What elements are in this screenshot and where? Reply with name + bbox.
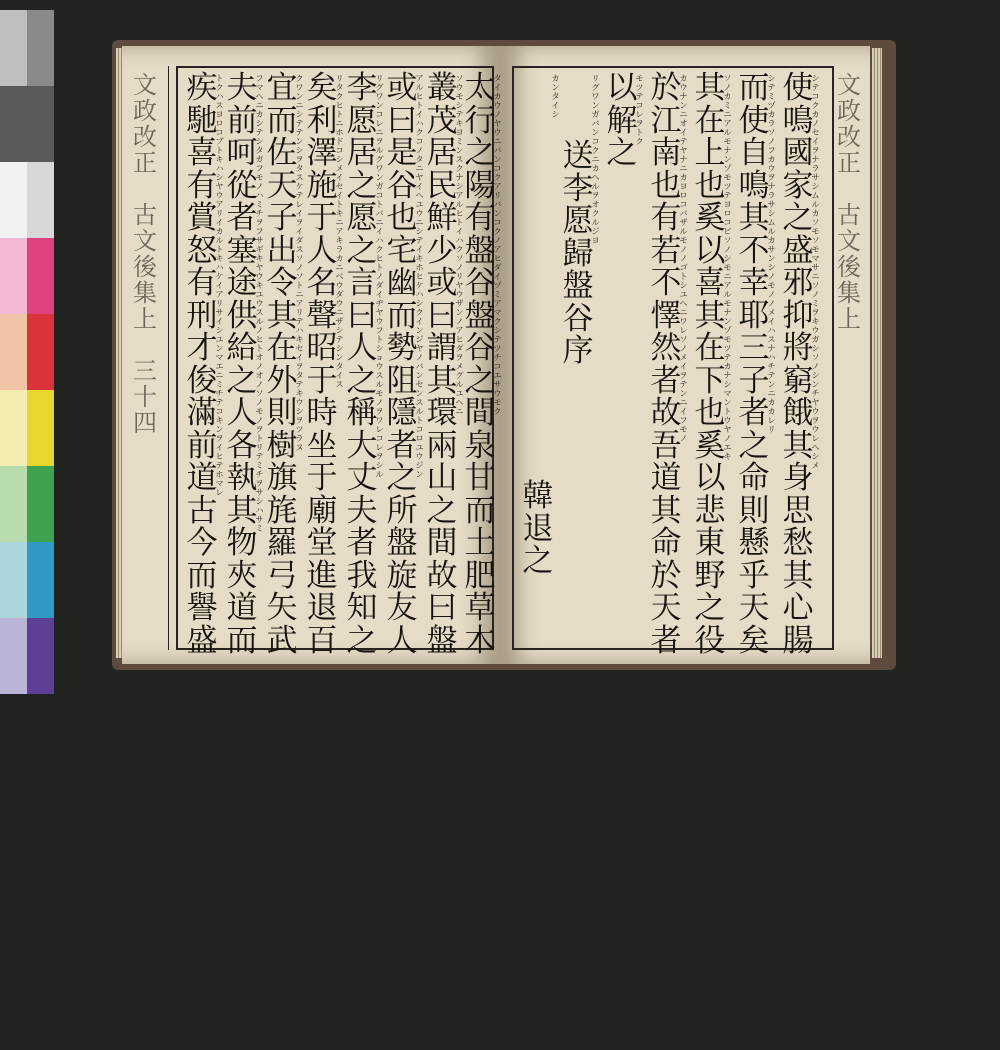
calibration-swatch — [0, 466, 27, 542]
calibration-swatch — [0, 618, 27, 694]
header-char: 後 — [837, 253, 861, 281]
furigana-column: ソ ウ モ シ テ キ ヨ ミ ン ス ク ナ シ ア ル ヒ ト イ ハ ク ソ ノ リ ヤ ウ ザ ン ノ ア ヒ ダ ヲ メ グ ル ユ ヘ ニ — [455, 74, 464, 416]
calibration-swatch — [27, 86, 54, 162]
header-char — [837, 176, 861, 202]
furigana-column: ア ル ヒ ト イ ハ ク コ ノ タ ニ ヤ イ ヘ ユ ウ ニ シ テ イ キ ホ ヒ ケ ハ シ ク イ ン ジ ヤ ノ バ ン セ ン ス ル ト コ ロ ユ ウ ジ ン — [415, 74, 424, 479]
text-column: 使 鳴 國 家 之 盛 邪 抑 將 窮 餓 其 身 思 愁 其 心 腸 — [782, 70, 814, 659]
header-char: 改 — [837, 123, 861, 151]
calibration-swatch — [0, 86, 27, 162]
header-char: 上 — [837, 305, 861, 333]
text-column: 而 使 自 鳴 其 不 幸 耶 三 子 者 之 命 則 懸 乎 天 矣 — [738, 70, 770, 659]
text-column: 送 李 愿 歸 盤 谷 序 — [562, 138, 594, 369]
header-char: 集 — [133, 279, 157, 307]
header-char: 文 — [133, 227, 157, 255]
header-char — [133, 176, 157, 202]
text-column: 於 江 南 也 有 若 不 懌 然 者 故 吾 道 其 命 於 天 者 — [650, 70, 682, 659]
text-column: 其 在 上 也 奚 以 喜 其 在 下 也 奚 以 悲 東 野 之 役 — [694, 70, 726, 659]
right-page-header — [832, 72, 866, 332]
text-column: 矣 利 澤 施 于 人 名 聲 昭 于 時 坐 于 廟 堂 進 退 百 — [306, 70, 338, 659]
text-column: 李 愿 居 之 愿 之 言 曰 人 之 稱 大 丈 夫 者 我 知 之 — [346, 70, 378, 659]
header-char: 正 — [837, 149, 861, 177]
header-char: 改 — [133, 123, 157, 151]
header-char: 後 — [133, 253, 157, 281]
text-column: 叢 茂 居 民 鮮 少 或 曰 謂 其 環 兩 山 之 間 故 曰 盤 — [426, 70, 458, 659]
text-column: 以 解 之 — [606, 70, 638, 171]
header-char: 文 — [837, 227, 861, 255]
header-char — [133, 332, 157, 358]
furigana-column: リ グ ワ ン コ レ ニ ヲ ル グ ワ ン ガ コ ト バ ニ イ ハ ク ヒ ト ノ ダ イ ヂ ヤ ウ フ ト シ ョ ウ ス ル モ ノ ヲ ワ レ コ レ ヲ シ ル — [375, 74, 384, 479]
text-column: 宜 而 佐 天 子 出 令 其 在 外 則 樹 旗 旄 羅 弓 矢 武 — [266, 70, 298, 659]
furigana-column: シ テ コ ク カ ノ セ イ ヲ ナ ラ サ シ ム ル カ ソ モ ソ モ マ サ ニ ソ ノ ミ ヲ キ ウ ガ シ ソ ノ シ ン チ ヤ ウ ヲ ウ レ ヘ シ メ — [811, 74, 820, 470]
furigana-column: ク ワ ン ニ シ テ テ ン シ ヲ タ ス ケ テ レ イ ヲ イ ダ ス ソ ノ ソ ト ニ ア リ テ ハ キ セ イ ヲ タ テ キ ウ シ ヲ ツ ラ ヌ — [295, 74, 304, 452]
header-char: 四 — [133, 409, 157, 437]
furigana-column: カ ン タ イ シ — [551, 74, 560, 119]
calibration-swatch — [27, 314, 54, 390]
header-char: 政 — [837, 97, 861, 125]
furigana-column: フ マ ヘ ニ カ シ テ シ タ ガ フ モ ノ ハ ミ チ ヲ フ サ ギ キ ヤ ウ キ ユ ウ ス ル ノ ヒ ト オ ノ オ ノ ソ ノ モ ノ ヲ ト リ テ ミ チ ヲ サ シ ハ サ ミ — [255, 74, 264, 533]
text-column: 夫 前 呵 從 者 塞 途 供 給 之 人 各 執 其 物 夾 道 而 — [226, 70, 258, 659]
calibration-swatch — [27, 162, 54, 238]
calibration-swatch — [0, 238, 27, 314]
calibration-swatch — [27, 542, 54, 618]
furigana-column: モ ツ テ コ レ ヲ ト ク — [635, 74, 644, 146]
left-header-rule — [168, 66, 169, 650]
calibration-swatch — [27, 238, 54, 314]
header-char: 古 — [133, 201, 157, 229]
calibration-swatch — [27, 10, 54, 86]
header-char: 集 — [837, 279, 861, 307]
header-char: 正 — [133, 149, 157, 177]
furigana-column: カ ウ ナ ン ニ オ イ テ ヤ ナ ニ カ ヨ ロ コ バ ザ ル モ ノ ノ ゴ ト シ ユ ヘ ニ ワ レ ソ ノ メ イ ヲ テ ン ニ イ フ モ ノ — [679, 74, 688, 443]
calibration-swatch — [0, 10, 27, 86]
calibration-swatch — [0, 390, 27, 466]
right-page-edges — [872, 48, 882, 658]
header-char: 上 — [133, 305, 157, 333]
left-page-header — [128, 72, 162, 436]
header-char: 十 — [133, 383, 157, 411]
header-char: 文 — [837, 71, 861, 99]
header-char: 三 — [133, 357, 157, 385]
text-column: 疾 馳 喜 有 賞 怒 有 刑 才 俊 滿 前 道 古 今 而 譽 盛 — [186, 70, 218, 659]
calibration-swatch — [27, 618, 54, 694]
text-column: 太 行 之 陽 有 盤 谷 盤 谷 之 間 泉 甘 而 土 肥 草 木 — [464, 70, 496, 659]
furigana-column: タ イ カ ウ ノ ヤ ウ ニ バ ン コ ク ア リ バ ン コ ク ノ ア ヒ ダ イ ヅ ミ ア マ ク シ テ ツ チ コ エ サ ウ モ ク — [493, 74, 502, 416]
furigana-column: ソ ノ カ ミ ニ ア ル モ ナ ン ゾ モ ツ テ ヨ ロ コ ビ ソ ノ シ モ ニ ア ル モ ナ ン ゾ モ ツ テ カ ナ シ マ ン ト ウ ヤ ノ エ キ — [723, 74, 732, 461]
header-char: 文 — [133, 71, 157, 99]
calibration-swatch — [0, 314, 27, 390]
text-column: 或 曰 是 谷 也 宅 幽 而 勢 阻 隱 者 之 所 盤 旋 友 人 — [386, 70, 418, 659]
right-header-rule — [832, 66, 833, 650]
furigana-column: シ テ ミ ヅ カ ラ ソ ノ フ カ ウ ヲ ナ ラ サ シ ム ル カ サ ン シ ノ モ ノ ノ メ イ ハ ス ナ ハ チ テ ン ニ カ カ レ リ — [767, 74, 776, 434]
calibration-swatch — [27, 390, 54, 466]
calibration-swatch — [0, 162, 27, 238]
text-column: 韓 退 之 — [522, 478, 554, 579]
header-char: 古 — [837, 201, 861, 229]
calibration-swatch — [0, 542, 27, 618]
color-calibration-strip — [0, 10, 56, 700]
furigana-column: リ タ ク ヒ ト ニ ホ ド コ シ メ イ セ イ ト キ ニ ア キ ラ カ ニ ベ ウ ダ ウ ニ ザ シ テ シ ン タ イ ス — [335, 74, 344, 389]
calibration-swatch — [27, 466, 54, 542]
furigana-column: リ グ ワ ン ガ バ ン コ ク ニ カ ヘ ル ヲ オ ク ル ジ ヨ — [591, 74, 600, 245]
furigana-column: ト ク ハ ス ヨ ロ コ ブ ト キ ハ シ ヤ ウ ア リ イ カ ル ト キ ハ ケ イ ア リ サ イ シ ユ ン マ エ ニ ミ チ テ コ キ ン ヲ イ ヒ テ ホ マ レ — [215, 74, 224, 497]
header-char: 政 — [133, 97, 157, 125]
